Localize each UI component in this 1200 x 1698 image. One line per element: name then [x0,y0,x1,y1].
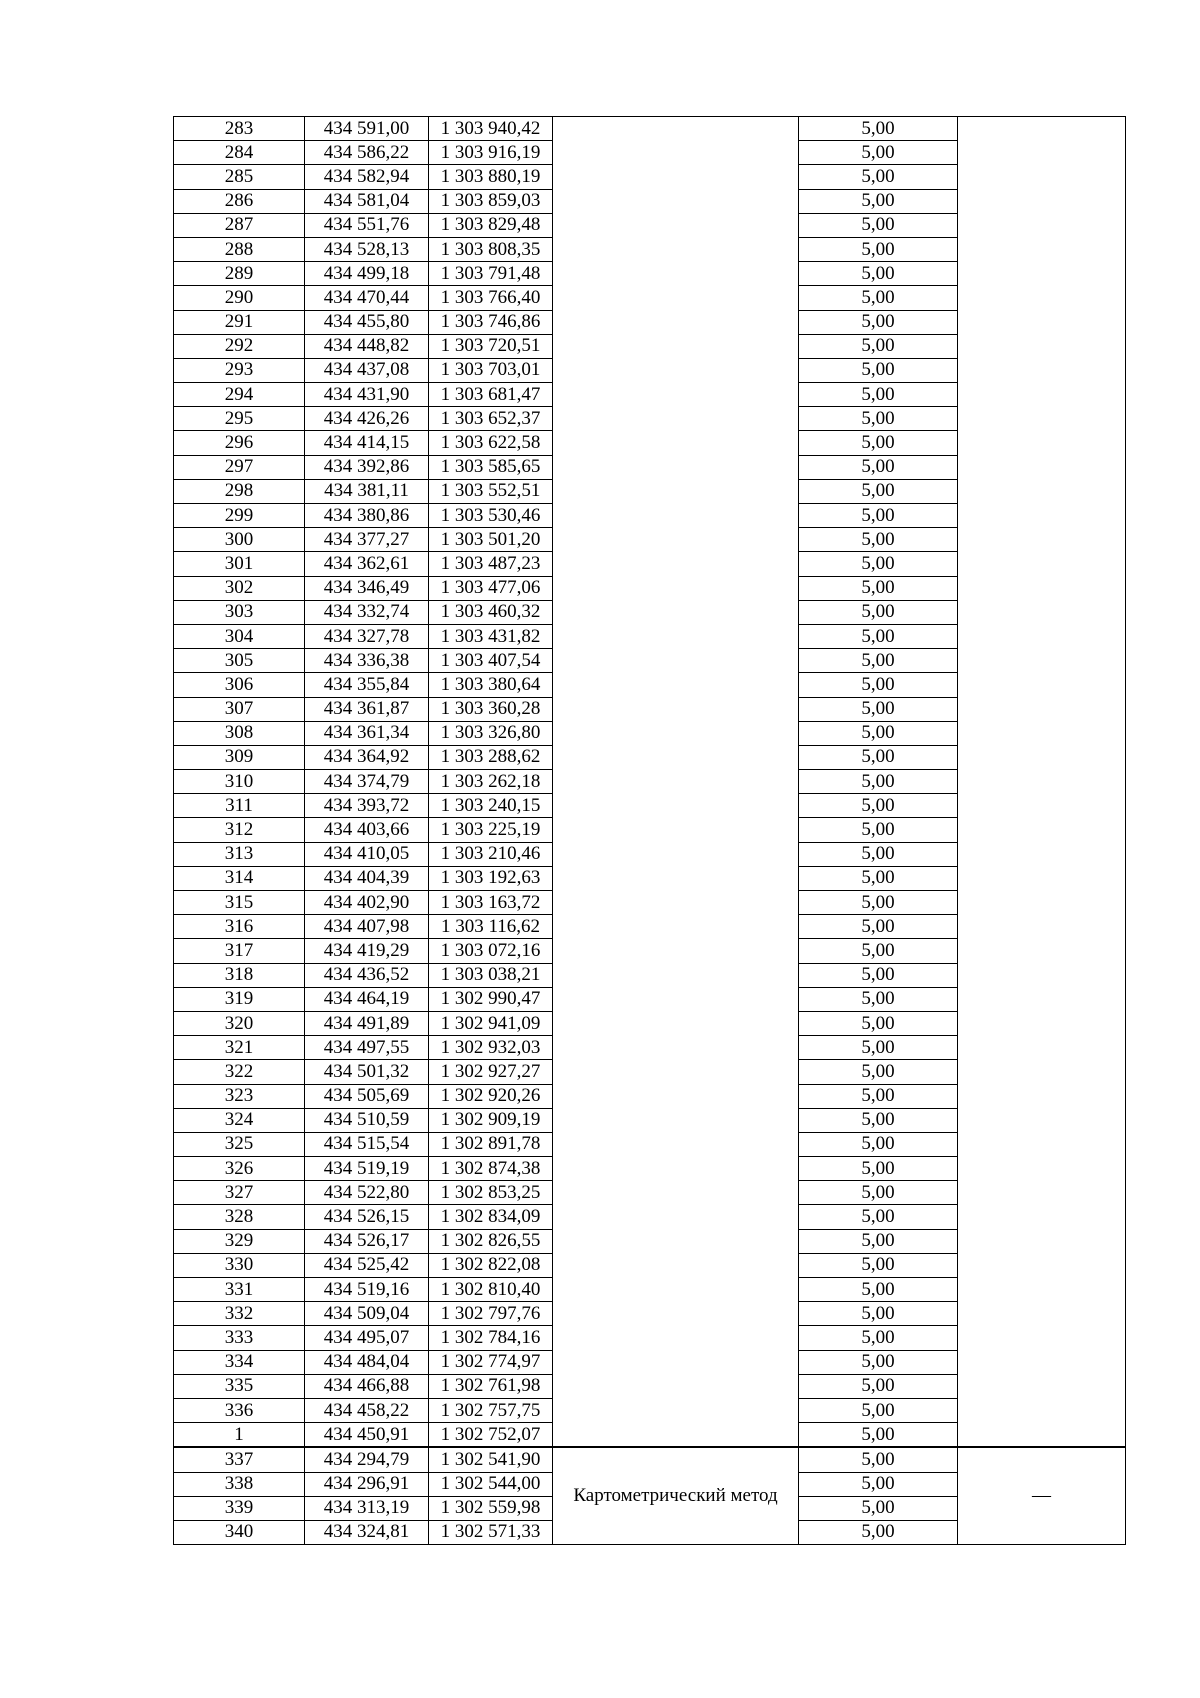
accuracy-cell: 5,00 [799,1253,958,1277]
point-number-cell: 302 [174,576,305,600]
x-coordinate-cell: 434 355,84 [305,673,429,697]
accuracy-cell: 5,00 [799,1229,958,1253]
accuracy-cell: 5,00 [799,383,958,407]
y-coordinate-cell: 1 302 797,76 [429,1302,553,1326]
accuracy-cell: 5,00 [799,697,958,721]
accuracy-cell: 5,00 [799,1181,958,1205]
point-number-cell: 288 [174,237,305,261]
accuracy-cell: 5,00 [799,1423,958,1448]
y-coordinate-cell: 1 303 477,06 [429,576,553,600]
accuracy-cell: 5,00 [799,987,958,1011]
accuracy-cell: 5,00 [799,1060,958,1084]
x-coordinate-cell: 434 361,34 [305,721,429,745]
accuracy-cell: 5,00 [799,407,958,431]
x-coordinate-cell: 434 495,07 [305,1326,429,1350]
point-number-cell: 289 [174,262,305,286]
accuracy-cell: 5,00 [799,1447,958,1472]
point-number-cell: 329 [174,1229,305,1253]
accuracy-cell: 5,00 [799,504,958,528]
point-number-cell: 332 [174,1302,305,1326]
accuracy-cell: 5,00 [799,528,958,552]
accuracy-cell: 5,00 [799,745,958,769]
y-coordinate-cell: 1 302 853,25 [429,1181,553,1205]
point-number-cell: 318 [174,963,305,987]
point-number-cell: 334 [174,1350,305,1374]
y-coordinate-cell: 1 303 240,15 [429,794,553,818]
y-coordinate-cell: 1 302 774,97 [429,1350,553,1374]
y-coordinate-cell: 1 302 541,90 [429,1447,553,1472]
x-coordinate-cell: 434 414,15 [305,431,429,455]
y-coordinate-cell: 1 303 703,01 [429,358,553,382]
y-coordinate-cell: 1 303 940,42 [429,117,553,141]
accuracy-cell: 5,00 [799,237,958,261]
x-coordinate-cell: 434 528,13 [305,237,429,261]
point-number-cell: 336 [174,1398,305,1422]
accuracy-cell: 5,00 [799,1205,958,1229]
accuracy-cell: 5,00 [799,600,958,624]
point-number-cell: 309 [174,745,305,769]
y-coordinate-cell: 1 303 501,20 [429,528,553,552]
x-coordinate-cell: 434 332,74 [305,600,429,624]
x-coordinate-cell: 434 497,55 [305,1036,429,1060]
point-number-cell: 331 [174,1278,305,1302]
accuracy-cell: 5,00 [799,1278,958,1302]
note-cell [958,117,1126,1448]
x-coordinate-cell: 434 393,72 [305,794,429,818]
x-coordinate-cell: 434 364,92 [305,745,429,769]
table-row [174,117,1126,141]
y-coordinate-cell: 1 303 766,40 [429,286,553,310]
point-number-cell: 317 [174,939,305,963]
accuracy-cell: 5,00 [799,1472,958,1496]
accuracy-cell: 5,00 [799,165,958,189]
x-coordinate-cell: 434 374,79 [305,770,429,794]
y-coordinate-cell: 1 303 622,58 [429,431,553,455]
accuracy-cell: 5,00 [799,818,958,842]
y-coordinate-cell: 1 303 829,48 [429,213,553,237]
x-coordinate-cell: 434 526,17 [305,1229,429,1253]
y-coordinate-cell: 1 302 932,03 [429,1036,553,1060]
y-coordinate-cell: 1 303 808,35 [429,237,553,261]
x-coordinate-cell: 434 464,19 [305,987,429,1011]
point-number-cell: 335 [174,1374,305,1398]
accuracy-cell: 5,00 [799,334,958,358]
y-coordinate-cell: 1 303 407,54 [429,649,553,673]
point-number-cell: 320 [174,1011,305,1035]
y-coordinate-cell: 1 302 834,09 [429,1205,553,1229]
x-coordinate-cell: 434 525,42 [305,1253,429,1277]
point-number-cell: 298 [174,479,305,503]
y-coordinate-cell: 1 303 360,28 [429,697,553,721]
y-coordinate-cell: 1 302 990,47 [429,987,553,1011]
x-coordinate-cell: 434 361,87 [305,697,429,721]
y-coordinate-cell: 1 303 326,80 [429,721,553,745]
method-cell: Картометрический метод [553,1447,799,1544]
point-number-cell: 338 [174,1472,305,1496]
accuracy-cell: 5,00 [799,891,958,915]
accuracy-cell: 5,00 [799,770,958,794]
point-number-cell: 316 [174,915,305,939]
x-coordinate-cell: 434 419,29 [305,939,429,963]
x-coordinate-cell: 434 582,94 [305,165,429,189]
x-coordinate-cell: 434 510,59 [305,1108,429,1132]
accuracy-cell: 5,00 [799,431,958,455]
accuracy-cell: 5,00 [799,1350,958,1374]
point-number-cell: 287 [174,213,305,237]
accuracy-cell: 5,00 [799,455,958,479]
y-coordinate-cell: 1 303 746,86 [429,310,553,334]
accuracy-cell: 5,00 [799,915,958,939]
y-coordinate-cell: 1 303 210,46 [429,842,553,866]
accuracy-cell: 5,00 [799,213,958,237]
accuracy-cell: 5,00 [799,866,958,890]
accuracy-cell: 5,00 [799,1108,958,1132]
x-coordinate-cell: 434 551,76 [305,213,429,237]
point-number-cell: 339 [174,1496,305,1520]
y-coordinate-cell: 1 302 559,98 [429,1496,553,1520]
y-coordinate-cell: 1 303 681,47 [429,383,553,407]
accuracy-cell: 5,00 [799,673,958,697]
x-coordinate-cell: 434 591,00 [305,117,429,141]
x-coordinate-cell: 434 362,61 [305,552,429,576]
x-coordinate-cell: 434 491,89 [305,1011,429,1035]
point-number-cell: 305 [174,649,305,673]
x-coordinate-cell: 434 519,16 [305,1278,429,1302]
x-coordinate-cell: 434 296,91 [305,1472,429,1496]
y-coordinate-cell: 1 303 487,23 [429,552,553,576]
point-number-cell: 286 [174,189,305,213]
y-coordinate-cell: 1 302 752,07 [429,1423,553,1448]
accuracy-cell: 5,00 [799,624,958,648]
point-number-cell: 326 [174,1157,305,1181]
accuracy-cell: 5,00 [799,649,958,673]
y-coordinate-cell: 1 302 941,09 [429,1011,553,1035]
accuracy-cell: 5,00 [799,1520,958,1544]
y-coordinate-cell: 1 303 431,82 [429,624,553,648]
point-number-cell: 337 [174,1447,305,1472]
y-coordinate-cell: 1 303 791,48 [429,262,553,286]
point-number-cell: 297 [174,455,305,479]
accuracy-cell: 5,00 [799,1036,958,1060]
y-coordinate-cell: 1 303 859,03 [429,189,553,213]
x-coordinate-cell: 434 404,39 [305,866,429,890]
x-coordinate-cell: 434 407,98 [305,915,429,939]
point-number-cell: 300 [174,528,305,552]
x-coordinate-cell: 434 380,86 [305,504,429,528]
accuracy-cell: 5,00 [799,1302,958,1326]
y-coordinate-cell: 1 303 652,37 [429,407,553,431]
point-number-cell: 1 [174,1423,305,1448]
y-coordinate-cell: 1 303 192,63 [429,866,553,890]
accuracy-cell: 5,00 [799,358,958,382]
accuracy-cell: 5,00 [799,552,958,576]
x-coordinate-cell: 434 410,05 [305,842,429,866]
x-coordinate-cell: 434 294,79 [305,1447,429,1472]
point-number-cell: 293 [174,358,305,382]
x-coordinate-cell: 434 499,18 [305,262,429,286]
accuracy-cell: 5,00 [799,189,958,213]
point-number-cell: 319 [174,987,305,1011]
accuracy-cell: 5,00 [799,1496,958,1520]
y-coordinate-cell: 1 303 380,64 [429,673,553,697]
x-coordinate-cell: 434 515,54 [305,1132,429,1156]
x-coordinate-cell: 434 403,66 [305,818,429,842]
table-row [174,1447,1126,1472]
x-coordinate-cell: 434 455,80 [305,310,429,334]
x-coordinate-cell: 434 346,49 [305,576,429,600]
coordinates-table [173,116,1126,1545]
x-coordinate-cell: 434 392,86 [305,455,429,479]
y-coordinate-cell: 1 303 038,21 [429,963,553,987]
x-coordinate-cell: 434 466,88 [305,1374,429,1398]
point-number-cell: 291 [174,310,305,334]
point-number-cell: 306 [174,673,305,697]
accuracy-cell: 5,00 [799,141,958,165]
x-coordinate-cell: 434 470,44 [305,286,429,310]
point-number-cell: 321 [174,1036,305,1060]
y-coordinate-cell: 1 303 530,46 [429,504,553,528]
point-number-cell: 292 [174,334,305,358]
point-number-cell: 312 [174,818,305,842]
x-coordinate-cell: 434 519,19 [305,1157,429,1181]
x-coordinate-cell: 434 448,82 [305,334,429,358]
y-coordinate-cell: 1 302 761,98 [429,1374,553,1398]
y-coordinate-cell: 1 303 288,62 [429,745,553,769]
y-coordinate-cell: 1 303 163,72 [429,891,553,915]
point-number-cell: 284 [174,141,305,165]
x-coordinate-cell: 434 505,69 [305,1084,429,1108]
x-coordinate-cell: 434 522,80 [305,1181,429,1205]
accuracy-cell: 5,00 [799,310,958,334]
y-coordinate-cell: 1 302 927,27 [429,1060,553,1084]
point-number-cell: 310 [174,770,305,794]
x-coordinate-cell: 434 581,04 [305,189,429,213]
accuracy-cell: 5,00 [799,963,958,987]
accuracy-cell: 5,00 [799,1132,958,1156]
accuracy-cell: 5,00 [799,1374,958,1398]
x-coordinate-cell: 434 336,38 [305,649,429,673]
x-coordinate-cell: 434 426,26 [305,407,429,431]
y-coordinate-cell: 1 302 784,16 [429,1326,553,1350]
x-coordinate-cell: 434 313,19 [305,1496,429,1520]
x-coordinate-cell: 434 501,32 [305,1060,429,1084]
accuracy-cell: 5,00 [799,939,958,963]
x-coordinate-cell: 434 381,11 [305,479,429,503]
x-coordinate-cell: 434 526,15 [305,1205,429,1229]
point-number-cell: 314 [174,866,305,890]
point-number-cell: 330 [174,1253,305,1277]
y-coordinate-cell: 1 303 116,62 [429,915,553,939]
y-coordinate-cell: 1 302 810,40 [429,1278,553,1302]
accuracy-cell: 5,00 [799,1326,958,1350]
y-coordinate-cell: 1 303 552,51 [429,479,553,503]
point-number-cell: 294 [174,383,305,407]
point-number-cell: 323 [174,1084,305,1108]
accuracy-cell: 5,00 [799,479,958,503]
y-coordinate-cell: 1 302 757,75 [429,1398,553,1422]
point-number-cell: 322 [174,1060,305,1084]
point-number-cell: 296 [174,431,305,455]
point-number-cell: 299 [174,504,305,528]
point-number-cell: 311 [174,794,305,818]
y-coordinate-cell: 1 302 571,33 [429,1520,553,1544]
x-coordinate-cell: 434 458,22 [305,1398,429,1422]
y-coordinate-cell: 1 302 874,38 [429,1157,553,1181]
point-number-cell: 328 [174,1205,305,1229]
accuracy-cell: 5,00 [799,842,958,866]
x-coordinate-cell: 434 436,52 [305,963,429,987]
y-coordinate-cell: 1 303 880,19 [429,165,553,189]
accuracy-cell: 5,00 [799,721,958,745]
point-number-cell: 283 [174,117,305,141]
note-cell: — [958,1447,1126,1544]
point-number-cell: 304 [174,624,305,648]
point-number-cell: 301 [174,552,305,576]
x-coordinate-cell: 434 377,27 [305,528,429,552]
y-coordinate-cell: 1 302 909,19 [429,1108,553,1132]
y-coordinate-cell: 1 303 460,32 [429,600,553,624]
y-coordinate-cell: 1 303 720,51 [429,334,553,358]
y-coordinate-cell: 1 303 916,19 [429,141,553,165]
y-coordinate-cell: 1 302 826,55 [429,1229,553,1253]
accuracy-cell: 5,00 [799,794,958,818]
y-coordinate-cell: 1 302 822,08 [429,1253,553,1277]
x-coordinate-cell: 434 327,78 [305,624,429,648]
point-number-cell: 303 [174,600,305,624]
y-coordinate-cell: 1 303 585,65 [429,455,553,479]
y-coordinate-cell: 1 303 225,19 [429,818,553,842]
y-coordinate-cell: 1 303 072,16 [429,939,553,963]
x-coordinate-cell: 434 586,22 [305,141,429,165]
y-coordinate-cell: 1 302 920,26 [429,1084,553,1108]
accuracy-cell: 5,00 [799,262,958,286]
accuracy-cell: 5,00 [799,286,958,310]
x-coordinate-cell: 434 484,04 [305,1350,429,1374]
point-number-cell: 308 [174,721,305,745]
accuracy-cell: 5,00 [799,1011,958,1035]
point-number-cell: 324 [174,1108,305,1132]
y-coordinate-cell: 1 302 544,00 [429,1472,553,1496]
point-number-cell: 315 [174,891,305,915]
x-coordinate-cell: 434 450,91 [305,1423,429,1448]
accuracy-cell: 5,00 [799,1398,958,1422]
point-number-cell: 313 [174,842,305,866]
accuracy-cell: 5,00 [799,117,958,141]
accuracy-cell: 5,00 [799,576,958,600]
y-coordinate-cell: 1 303 262,18 [429,770,553,794]
x-coordinate-cell: 434 324,81 [305,1520,429,1544]
x-coordinate-cell: 434 509,04 [305,1302,429,1326]
x-coordinate-cell: 434 437,08 [305,358,429,382]
accuracy-cell: 5,00 [799,1084,958,1108]
point-number-cell: 285 [174,165,305,189]
point-number-cell: 327 [174,1181,305,1205]
x-coordinate-cell: 434 402,90 [305,891,429,915]
y-coordinate-cell: 1 302 891,78 [429,1132,553,1156]
method-cell [553,117,799,1448]
x-coordinate-cell: 434 431,90 [305,383,429,407]
accuracy-cell: 5,00 [799,1157,958,1181]
point-number-cell: 295 [174,407,305,431]
point-number-cell: 340 [174,1520,305,1544]
point-number-cell: 307 [174,697,305,721]
point-number-cell: 333 [174,1326,305,1350]
point-number-cell: 290 [174,286,305,310]
point-number-cell: 325 [174,1132,305,1156]
